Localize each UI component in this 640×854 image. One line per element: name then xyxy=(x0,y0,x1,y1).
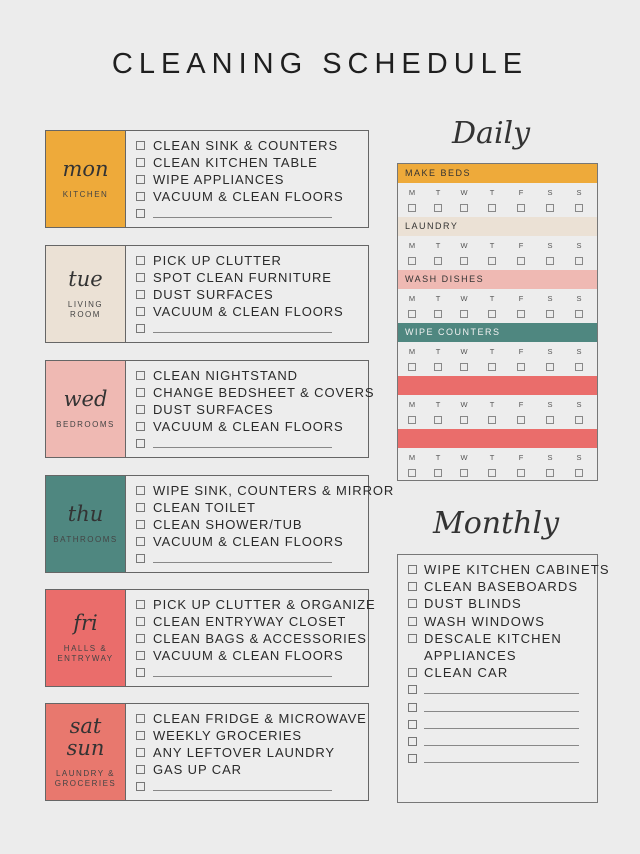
weekday-label: S xyxy=(576,241,582,250)
daily-row-label xyxy=(398,376,597,395)
task-label: CLEAN SINK & COUNTERS xyxy=(153,138,339,153)
day-block-thu xyxy=(45,475,395,573)
monthly-task-item xyxy=(408,647,593,664)
task-item xyxy=(136,171,362,188)
daily-checkbox[interactable] xyxy=(517,310,525,318)
task-item xyxy=(136,367,362,384)
day-name: thu xyxy=(67,501,104,526)
task-checkbox[interactable] xyxy=(136,748,145,757)
daily-checkbox[interactable] xyxy=(575,310,583,318)
blank-task xyxy=(136,205,362,222)
task-list xyxy=(136,482,395,567)
task-checkbox[interactable] xyxy=(136,486,145,495)
task-checkbox[interactable] xyxy=(136,192,145,201)
task-checkbox[interactable] xyxy=(136,273,145,282)
day-block-mon xyxy=(45,130,369,228)
task-label: CLEAN BASEBOARDS xyxy=(424,579,579,595)
daily-checkbox[interactable] xyxy=(546,257,554,265)
task-checkbox[interactable] xyxy=(408,634,417,643)
day-tag xyxy=(46,361,126,457)
daily-checkbox[interactable] xyxy=(408,257,416,265)
task-checkbox[interactable] xyxy=(136,668,145,677)
weekday-label: T xyxy=(435,241,441,250)
task-label: WIPE KITCHEN CABINETS xyxy=(424,562,610,578)
weekday-label: F xyxy=(518,294,524,303)
weekday-label: T xyxy=(435,453,441,462)
blank-task xyxy=(136,778,362,795)
weekday-label: M xyxy=(408,241,416,250)
day-name: sat sun xyxy=(66,713,105,760)
blank-task xyxy=(408,681,593,698)
task-checkbox[interactable] xyxy=(136,422,145,431)
task-label: DUST SURFACES xyxy=(153,402,274,417)
daily-row-label: LAUNDRY xyxy=(398,217,597,236)
task-checkbox[interactable] xyxy=(408,565,417,574)
weekday-label: S xyxy=(576,188,582,197)
task-label: CLEAN SHOWER/TUB xyxy=(153,517,303,532)
weekday-label: T xyxy=(489,241,495,250)
weekday-label: T xyxy=(489,347,495,356)
task-item xyxy=(136,710,367,727)
room-category: LAUNDRY & GROCERIES xyxy=(54,768,117,789)
weekday-label: F xyxy=(518,453,524,462)
task-item xyxy=(136,303,362,320)
daily-checkbox[interactable] xyxy=(575,204,583,212)
task-label: WEEKLY GROCERIES xyxy=(153,728,303,743)
task-checkbox[interactable] xyxy=(408,720,417,729)
daily-checkbox[interactable] xyxy=(434,416,442,424)
task-label: DESCALE KITCHEN xyxy=(424,630,562,646)
daily-checkbox[interactable] xyxy=(546,204,554,212)
task-checkbox[interactable] xyxy=(408,617,417,626)
weekday-label: W xyxy=(460,241,468,250)
task-label: PICK UP CLUTTER xyxy=(153,253,282,268)
monthly-task-item xyxy=(408,561,610,578)
daily-checkbox[interactable] xyxy=(517,416,525,424)
task-item xyxy=(136,533,362,550)
day-name: fri xyxy=(73,610,98,635)
weekday-label: T xyxy=(489,294,495,303)
blank-task xyxy=(136,435,362,452)
task-checkbox[interactable] xyxy=(136,371,145,380)
task-checkbox[interactable] xyxy=(136,158,145,167)
task-label: CLEAN FRIDGE & MICROWAVE xyxy=(153,711,367,726)
task-item xyxy=(136,482,395,499)
daily-checkbox[interactable] xyxy=(460,204,468,212)
blank-task xyxy=(408,750,593,767)
daily-checkbox[interactable] xyxy=(434,469,442,477)
task-label: SPOT CLEAN FURNITURE xyxy=(153,270,332,285)
task-checkbox[interactable] xyxy=(136,307,145,316)
page-title: CLEANING SCHEDULE xyxy=(111,48,529,80)
task-label: CLEAN CAR xyxy=(424,665,509,681)
daily-tracker xyxy=(397,163,598,481)
task-item xyxy=(136,744,362,761)
task-checkbox[interactable] xyxy=(408,685,417,694)
daily-checkbox[interactable] xyxy=(575,257,583,265)
monthly-task-item xyxy=(408,664,593,681)
daily-row-label: MAKE BEDS xyxy=(398,164,597,183)
daily-checkbox[interactable] xyxy=(488,204,496,212)
write-in-line[interactable] xyxy=(424,703,579,712)
task-checkbox[interactable] xyxy=(136,388,145,397)
weekday-label: S xyxy=(576,294,582,303)
daily-checkbox[interactable] xyxy=(434,257,442,265)
day-block-sat xyxy=(45,703,369,801)
daily-week-grid xyxy=(398,342,597,376)
room-category: HALLS & ENTRYWAY xyxy=(57,643,114,664)
daily-checkbox[interactable] xyxy=(434,363,442,371)
task-label: DUST BLINDS xyxy=(424,596,522,612)
task-checkbox[interactable] xyxy=(136,503,145,512)
monthly-task-item xyxy=(408,630,593,647)
task-item xyxy=(136,613,362,630)
task-list xyxy=(136,710,367,795)
daily-checkbox[interactable] xyxy=(575,363,583,371)
daily-checkbox[interactable] xyxy=(460,416,468,424)
task-item xyxy=(136,269,362,286)
weekday-label: S xyxy=(547,400,553,409)
task-label: VACUUM & CLEAN FLOORS xyxy=(153,419,344,434)
blank-task xyxy=(408,716,593,733)
daily-checkbox[interactable] xyxy=(546,416,554,424)
daily-checkbox[interactable] xyxy=(434,204,442,212)
task-checkbox[interactable] xyxy=(408,737,417,746)
daily-checkbox[interactable] xyxy=(460,469,468,477)
task-item xyxy=(136,761,362,778)
monthly-task-item xyxy=(408,595,593,612)
task-label: CHANGE BEDSHEET & COVERS xyxy=(153,385,375,400)
task-item xyxy=(136,647,362,664)
weekday-label: S xyxy=(547,241,553,250)
task-checkbox[interactable] xyxy=(136,765,145,774)
daily-checkbox[interactable] xyxy=(408,363,416,371)
daily-checkbox[interactable] xyxy=(460,257,468,265)
daily-week-grid xyxy=(398,448,597,482)
weekday-label: T xyxy=(489,188,495,197)
task-label: PICK UP CLUTTER & ORGANIZE xyxy=(153,597,376,612)
weekday-label: M xyxy=(408,188,416,197)
task-item xyxy=(136,188,362,205)
task-label: WASH WINDOWS xyxy=(424,613,546,629)
write-in-line[interactable] xyxy=(153,554,332,563)
task-item xyxy=(136,252,362,269)
monthly-task-item xyxy=(408,578,593,595)
day-block-fri xyxy=(45,589,376,687)
daily-checkbox[interactable] xyxy=(408,416,416,424)
task-label: VACUUM & CLEAN FLOORS xyxy=(153,534,344,549)
task-item xyxy=(136,401,362,418)
task-checkbox[interactable] xyxy=(136,175,145,184)
daily-checkbox[interactable] xyxy=(517,204,525,212)
room-category: BEDROOMS xyxy=(56,419,115,429)
weekday-label: S xyxy=(576,347,582,356)
daily-checkbox[interactable] xyxy=(517,363,525,371)
task-label: WIPE SINK, COUNTERS & MIRROR xyxy=(153,483,395,498)
blank-task xyxy=(408,733,593,750)
task-list xyxy=(136,367,375,452)
task-item xyxy=(136,596,376,613)
write-in-line[interactable] xyxy=(424,737,579,746)
weekday-label: F xyxy=(518,400,524,409)
task-label: VACUUM & CLEAN FLOORS xyxy=(153,189,344,204)
task-checkbox[interactable] xyxy=(136,600,145,609)
blank-task xyxy=(136,664,362,681)
task-label: VACUUM & CLEAN FLOORS xyxy=(153,304,344,319)
weekday-label: S xyxy=(547,188,553,197)
task-item xyxy=(136,154,362,171)
monthly-heading: Monthly xyxy=(433,506,560,541)
task-list xyxy=(136,252,362,337)
day-tag xyxy=(46,476,126,572)
task-item xyxy=(136,286,362,303)
daily-checkbox[interactable] xyxy=(488,469,496,477)
daily-checkbox[interactable] xyxy=(575,469,583,477)
weekday-label: F xyxy=(518,347,524,356)
daily-row-label: WASH DISHES xyxy=(398,270,597,289)
room-category: LIVING ROOM xyxy=(67,299,104,320)
task-checkbox[interactable] xyxy=(136,714,145,723)
day-name: tue xyxy=(68,266,103,291)
task-item xyxy=(136,137,362,154)
task-checkbox[interactable] xyxy=(136,405,145,414)
day-name: wed xyxy=(63,386,108,411)
weekday-label: S xyxy=(547,294,553,303)
task-checkbox[interactable] xyxy=(136,651,145,660)
task-label: CLEAN BAGS & ACCESSORIES xyxy=(153,631,367,646)
day-block-wed xyxy=(45,360,375,458)
weekday-label: W xyxy=(460,188,468,197)
task-checkbox[interactable] xyxy=(136,617,145,626)
daily-heading: Daily xyxy=(452,116,531,151)
task-checkbox[interactable] xyxy=(408,703,417,712)
weekday-label: W xyxy=(460,347,468,356)
write-in-line[interactable] xyxy=(424,754,579,763)
daily-week-grid xyxy=(398,289,597,323)
weekday-label: F xyxy=(518,188,524,197)
task-label: ANY LEFTOVER LAUNDRY xyxy=(153,745,335,760)
write-in-line[interactable] xyxy=(153,439,332,448)
daily-checkbox[interactable] xyxy=(546,363,554,371)
task-checkbox[interactable] xyxy=(136,290,145,299)
weekday-label: M xyxy=(408,400,416,409)
weekday-label: M xyxy=(408,294,416,303)
blank-task xyxy=(408,699,593,716)
task-label: APPLIANCES xyxy=(424,648,517,664)
task-label: DUST SURFACES xyxy=(153,287,274,302)
task-label: CLEAN TOILET xyxy=(153,500,256,515)
write-in-line[interactable] xyxy=(153,324,332,333)
task-label: CLEAN ENTRYWAY CLOSET xyxy=(153,614,347,629)
day-tag xyxy=(46,704,126,800)
daily-checkbox[interactable] xyxy=(460,310,468,318)
weekday-label: W xyxy=(460,453,468,462)
weekday-label: S xyxy=(547,453,553,462)
weekday-label: M xyxy=(408,453,416,462)
weekday-label: T xyxy=(435,188,441,197)
day-tag xyxy=(46,590,126,686)
task-item xyxy=(136,516,362,533)
room-category: BATHROOMS xyxy=(53,534,118,544)
daily-checkbox[interactable] xyxy=(408,310,416,318)
write-in-line[interactable] xyxy=(153,668,332,677)
daily-checkbox[interactable] xyxy=(546,469,554,477)
weekday-label: F xyxy=(518,241,524,250)
weekday-label: T xyxy=(489,400,495,409)
weekday-label: S xyxy=(576,400,582,409)
blank-task xyxy=(136,550,362,567)
task-item xyxy=(136,499,362,516)
daily-checkbox[interactable] xyxy=(575,416,583,424)
task-checkbox[interactable] xyxy=(136,731,145,740)
weekday-label: W xyxy=(460,400,468,409)
task-list xyxy=(136,137,362,222)
daily-checkbox[interactable] xyxy=(517,257,525,265)
daily-week-grid xyxy=(398,395,597,429)
task-checkbox[interactable] xyxy=(408,668,417,677)
task-item xyxy=(136,630,367,647)
daily-checkbox[interactable] xyxy=(434,310,442,318)
task-checkbox[interactable] xyxy=(136,554,145,563)
task-checkbox[interactable] xyxy=(136,324,145,333)
task-checkbox[interactable] xyxy=(408,599,417,608)
daily-checkbox[interactable] xyxy=(546,310,554,318)
task-list xyxy=(136,596,376,681)
task-checkbox[interactable] xyxy=(136,256,145,265)
weekday-label: T xyxy=(435,294,441,303)
task-label: WIPE APPLIANCES xyxy=(153,172,285,187)
write-in-line[interactable] xyxy=(153,209,332,218)
task-checkbox[interactable] xyxy=(408,582,417,591)
task-checkbox[interactable] xyxy=(136,782,145,791)
monthly-task-item xyxy=(408,613,593,630)
day-name: mon xyxy=(62,156,109,181)
day-tag xyxy=(46,246,126,342)
daily-row-label: WIPE COUNTERS xyxy=(398,323,597,342)
task-item xyxy=(136,418,362,435)
daily-checkbox[interactable] xyxy=(408,204,416,212)
monthly-checklist xyxy=(397,554,610,803)
task-checkbox[interactable] xyxy=(136,209,145,218)
weekday-label: W xyxy=(460,294,468,303)
daily-checkbox[interactable] xyxy=(488,416,496,424)
daily-row-label xyxy=(398,429,597,448)
task-checkbox[interactable] xyxy=(136,439,145,448)
weekday-label: S xyxy=(547,347,553,356)
room-category: KITCHEN xyxy=(62,189,109,199)
day-tag xyxy=(46,131,126,227)
weekday-label: S xyxy=(576,453,582,462)
write-in-line[interactable] xyxy=(153,782,332,791)
daily-week-grid xyxy=(398,183,597,217)
weekday-label: M xyxy=(408,347,416,356)
daily-checkbox[interactable] xyxy=(517,469,525,477)
daily-checkbox[interactable] xyxy=(488,363,496,371)
daily-week-grid xyxy=(398,236,597,270)
task-item xyxy=(136,384,375,401)
task-label: CLEAN KITCHEN TABLE xyxy=(153,155,318,170)
weekday-label: T xyxy=(489,453,495,462)
task-label: GAS UP CAR xyxy=(153,762,242,777)
task-item xyxy=(136,727,362,744)
weekday-label: T xyxy=(435,400,441,409)
daily-checkbox[interactable] xyxy=(408,469,416,477)
write-in-line[interactable] xyxy=(424,720,579,729)
day-block-tue xyxy=(45,245,369,343)
task-checkbox[interactable] xyxy=(136,634,145,643)
task-checkbox[interactable] xyxy=(136,520,145,529)
daily-checkbox[interactable] xyxy=(460,363,468,371)
task-checkbox[interactable] xyxy=(136,141,145,150)
blank-task xyxy=(136,320,362,337)
weekday-label: T xyxy=(435,347,441,356)
daily-checkbox[interactable] xyxy=(488,257,496,265)
task-checkbox[interactable] xyxy=(136,537,145,546)
task-label: VACUUM & CLEAN FLOORS xyxy=(153,648,344,663)
task-label: CLEAN NIGHTSTAND xyxy=(153,368,298,383)
daily-checkbox[interactable] xyxy=(488,310,496,318)
write-in-line[interactable] xyxy=(424,685,579,694)
task-checkbox[interactable] xyxy=(408,754,417,763)
